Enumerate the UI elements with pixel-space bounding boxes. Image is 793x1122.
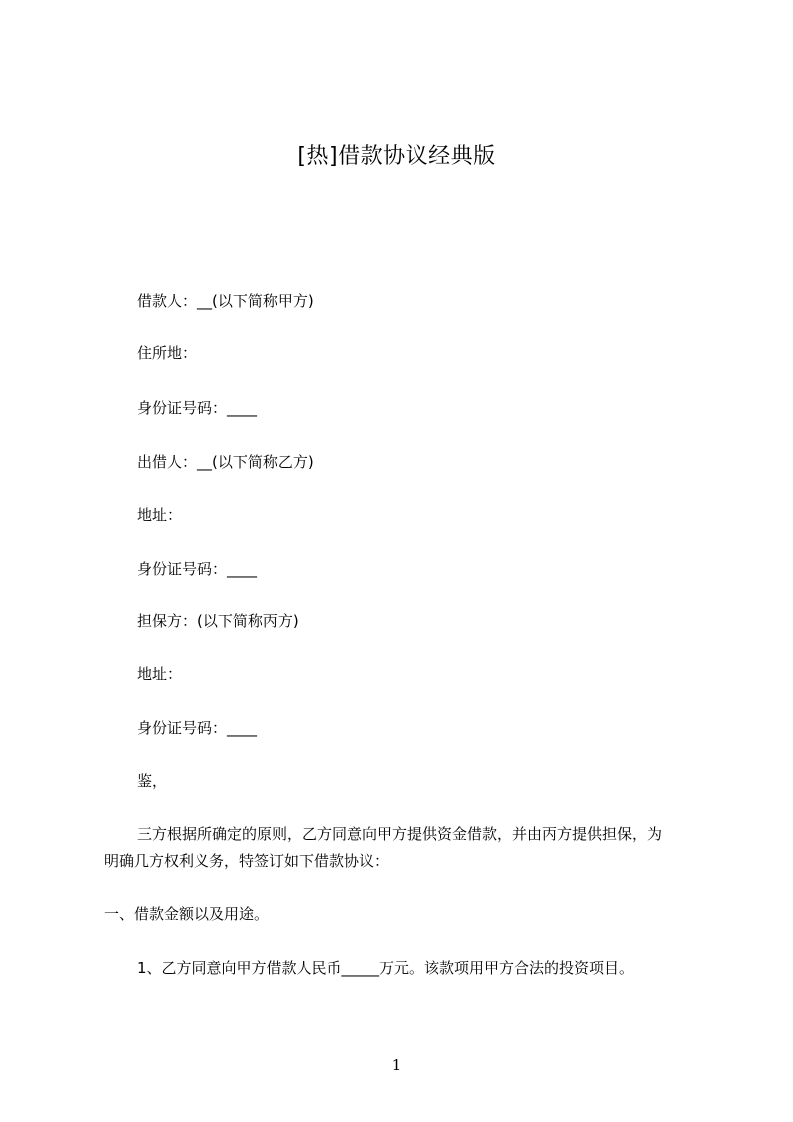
lender-field: 出借人：__(以下简称乙方) [137, 453, 314, 471]
intro-line-2: 明确几方权利义务，特签订如下借款协议： [104, 852, 390, 870]
clause-1-1: 1、乙方同意向甲方借款人民币_____万元。该款项用甲方合法的投资项目。 [137, 959, 635, 977]
guarantor-id-field: 身份证号码：____ [137, 719, 258, 737]
section-heading-1: 一、借款金额以及用途。 [104, 905, 270, 923]
borrower-address-field: 住所地： [137, 344, 198, 362]
intro-line-1: 三方根据所确定的原则，乙方同意向甲方提供资金借款，并由丙方提供担保，为 [137, 825, 663, 843]
borrower-field: 借款人：__(以下简称甲方) [137, 292, 314, 310]
document-title: [热]借款协议经典版 [297, 144, 496, 169]
borrower-id-field: 身份证号码：____ [137, 399, 258, 417]
page-number: 1 [391, 1056, 402, 1074]
lender-id-field: 身份证号码：____ [137, 560, 258, 578]
whereas-line: 鉴， [137, 772, 168, 790]
guarantor-field: 担保方：(以下简称丙方) [137, 612, 299, 630]
intro-paragraph [104, 823, 704, 872]
lender-address-field: 地址： [137, 506, 183, 524]
guarantor-address-field: 地址： [137, 665, 183, 683]
